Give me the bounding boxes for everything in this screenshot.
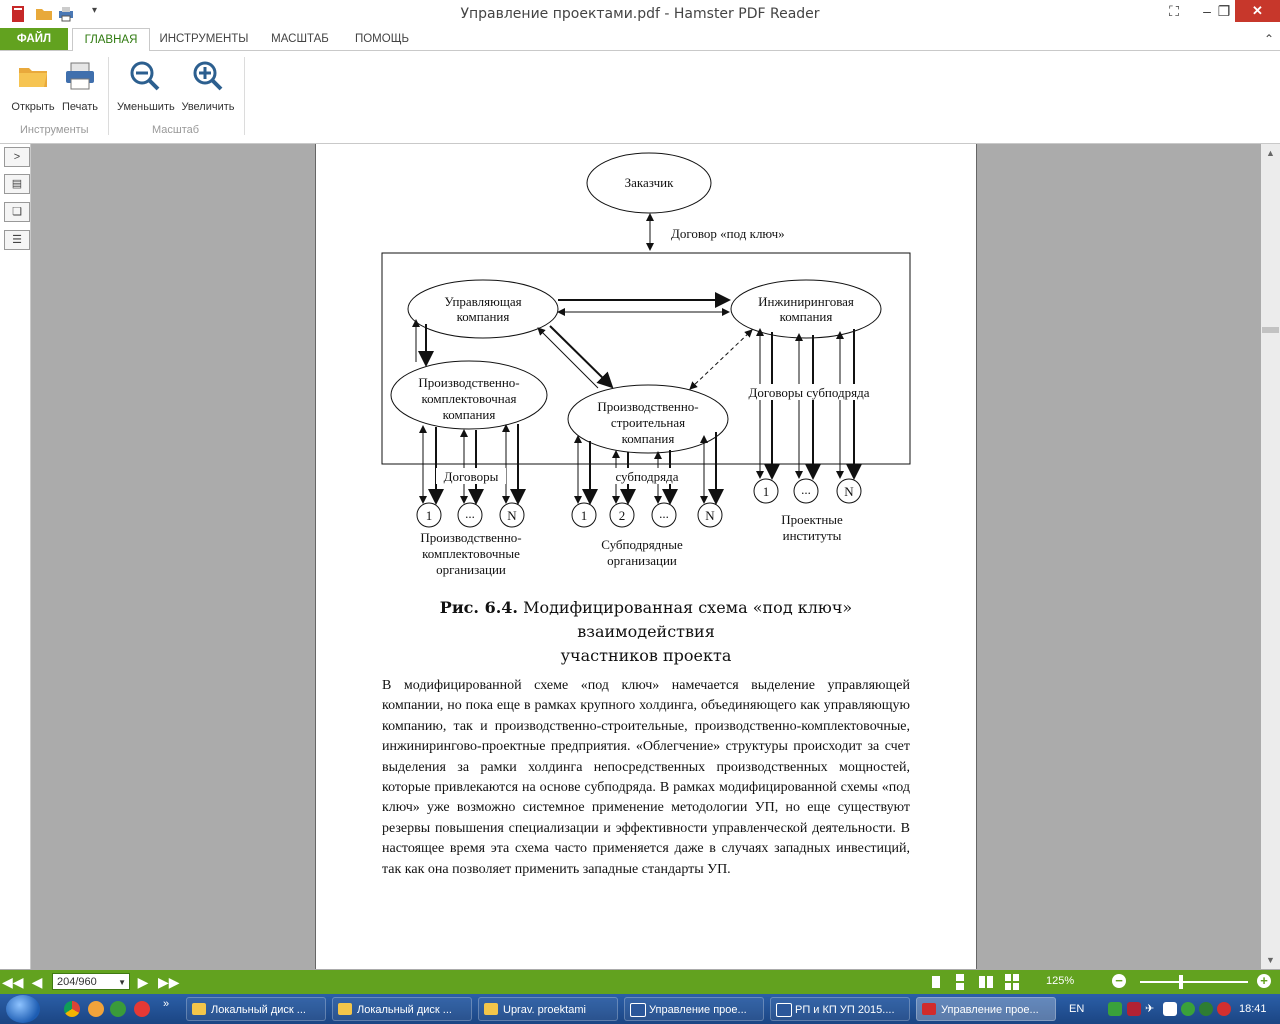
pb-node-dots-label: ...	[659, 506, 669, 521]
ps-node-1-label: 1	[425, 508, 433, 523]
ribbon	[0, 51, 1280, 144]
engineering-label-1: Инжиниринговая	[758, 294, 854, 309]
word-icon	[630, 1003, 646, 1017]
scroll-up-icon[interactable]: ▲	[1266, 148, 1275, 158]
zoom-out-icon	[128, 59, 162, 93]
zoom-in-label: Увеличить	[181, 101, 235, 113]
vertical-scrollbar[interactable]	[1261, 144, 1280, 969]
group2-label-2: организации	[607, 553, 677, 568]
page-number-input[interactable]	[52, 973, 130, 990]
subcontract-label: Договоры субподряда	[748, 385, 870, 400]
volume-icon[interactable]	[1163, 1002, 1177, 1016]
edge-prodbuild-managing	[538, 328, 598, 388]
restore-button[interactable]: ❐	[1217, 3, 1231, 19]
qat-customize-icon[interactable]: ▾	[92, 5, 98, 16]
language-indicator[interactable]: EN	[1069, 1003, 1085, 1015]
taskbar-item[interactable]	[478, 997, 618, 1021]
tab-tools[interactable]: ИНСТРУМЕНТЫ	[159, 33, 249, 45]
task-label: Локальный диск ...	[211, 1004, 306, 1016]
expand-panel-icon[interactable]: >	[4, 147, 30, 167]
tray-app-icon[interactable]	[1108, 1002, 1122, 1016]
zoom-in-button[interactable]	[180, 55, 236, 115]
prodsupply-label-3: компания	[442, 407, 496, 422]
zoom-minus-icon[interactable]: −	[1112, 974, 1126, 988]
zoom-slider-thumb[interactable]	[1179, 975, 1183, 989]
title-bar	[0, 0, 1280, 28]
customer-label: Заказчик	[624, 175, 674, 190]
tab-scale[interactable]: МАСШТАБ	[271, 33, 329, 45]
pdf-page	[315, 144, 977, 969]
app-icon[interactable]	[110, 1001, 126, 1017]
ribbon-collapse-icon[interactable]: ⌃	[1263, 32, 1274, 46]
tab-file[interactable]: ФАЙЛ	[0, 28, 68, 50]
zoom-level: 125%	[1046, 975, 1075, 987]
group-label-tools: Инструменты	[20, 124, 89, 136]
task-label: Uprav. proektami	[503, 1004, 586, 1016]
scroll-down-icon[interactable]: ▼	[1266, 955, 1275, 965]
two-page-view-icon[interactable]	[978, 973, 994, 991]
taskbar	[0, 994, 1280, 1024]
ps-node-dots-label: ...	[465, 506, 475, 521]
engineering-label-2: компания	[779, 309, 833, 324]
eng-node-1-label: 1	[762, 484, 770, 499]
word-icon	[776, 1003, 792, 1017]
print-button[interactable]	[52, 55, 108, 115]
pb-node-2-label: 2	[618, 508, 626, 523]
network-icon[interactable]: ✈	[1145, 1003, 1155, 1015]
taskbar-item[interactable]	[770, 997, 910, 1021]
group1-label-1: Производственно-	[420, 530, 522, 545]
fullscreen-icon[interactable]: ⛶	[1169, 3, 1179, 19]
group3-label-2: институты	[782, 528, 842, 543]
folder-icon	[16, 59, 50, 93]
managing-label-1: Управляющая	[444, 294, 522, 309]
task-label: Управление прое...	[649, 1004, 747, 1016]
prodbuild-label-3: компания	[621, 431, 675, 446]
single-page-view-icon[interactable]	[928, 973, 944, 991]
folder-icon	[338, 1003, 352, 1015]
turnkey-diagram	[316, 144, 976, 664]
chevron-down-icon[interactable]: ▼	[118, 978, 126, 987]
info-icon[interactable]	[1199, 1002, 1213, 1016]
pb-node-n-label: N	[705, 508, 715, 523]
pb-node-1-label: 1	[580, 508, 588, 523]
folder-icon	[484, 1003, 498, 1015]
body-paragraph: В модифицированной схеме «под ключ» намечается выделение управляющей компании, но пока еще в рамках крупного холдинга, объединяющего как управляющую компанию, так и производственно-строительные, производственно-комплектовочные, инжинирингово-проектные предприятия. «Облегчение» структуры происходит за счет выделения за рамки холдинга непосредственных производственных мощностей, которые привлекаются на основе субподряда. В рамках модифицированной схемы «под ключ» уже возможно системное применение методологии УП, но еще существуют резервы повышения специализации и эффективности управленческой деятельности. В настоящее время эта схема часто применяется даже в случаях западных инвестиций, так как она позволяет применить западные стандарты УП.	[382, 678, 910, 877]
print-label: Печать	[61, 101, 99, 113]
managing-label-2: компания	[456, 309, 510, 324]
left-sidebar	[0, 144, 31, 969]
taskbar-item-active[interactable]	[916, 997, 1056, 1021]
taskbar-item[interactable]	[624, 997, 764, 1021]
tab-help[interactable]: ПОМОЩЬ	[354, 33, 410, 45]
group3-label-1: Проектные	[781, 512, 843, 527]
zoom-in-icon	[191, 59, 225, 93]
page-indicator: 204/960	[57, 976, 97, 988]
power-icon[interactable]	[1217, 1002, 1231, 1016]
bookmarks-icon[interactable]: ☰	[4, 230, 30, 250]
taskbar-item[interactable]	[332, 997, 472, 1021]
thumbnails-icon[interactable]: ▤	[4, 174, 30, 194]
subcontract-short-label: субподряда	[615, 469, 679, 484]
printer-icon	[63, 59, 97, 93]
group-separator	[244, 57, 245, 135]
eng-node-dots-label: ...	[801, 482, 811, 497]
first-page-icon[interactable]: ◀◀	[2, 974, 24, 990]
mail-icon[interactable]	[88, 1001, 104, 1017]
prodbuild-label-2: строительная	[610, 415, 686, 430]
start-button[interactable]	[6, 995, 40, 1023]
pages-icon[interactable]: ❏	[4, 202, 30, 222]
task-label: Локальный диск ...	[357, 1004, 452, 1016]
group2-label-1: Субподрядные	[601, 537, 683, 552]
zoom-out-button[interactable]	[117, 55, 173, 115]
group-label-scale: Масштаб	[152, 124, 200, 136]
ps-node-n-label: N	[507, 508, 517, 523]
group1-label-2: комплектовочные	[422, 546, 520, 561]
group-separator	[108, 57, 109, 135]
zoom-out-label: Уменьшить	[117, 101, 175, 113]
last-page-icon[interactable]: ▶▶	[158, 974, 180, 990]
chrome-icon[interactable]	[64, 1001, 80, 1017]
next-page-icon[interactable]: ▶	[137, 974, 149, 990]
minimize-button[interactable]: –	[1203, 3, 1211, 19]
prodsupply-label-1: Производственно-	[418, 375, 520, 390]
prodsupply-label-2: комплектовочная	[421, 391, 517, 406]
more-apps-icon[interactable]: »	[163, 998, 170, 1010]
folder-icon	[192, 1003, 206, 1015]
caption-line-2: участников проекта	[560, 646, 732, 665]
zoom-plus-icon[interactable]: +	[1257, 974, 1271, 988]
contracts-label: Договоры	[443, 469, 499, 484]
check-icon[interactable]	[1181, 1002, 1195, 1016]
open-label: Открыть	[11, 101, 55, 113]
prodbuild-label-1: Производственно-	[597, 399, 699, 414]
zoom-slider[interactable]	[1140, 981, 1248, 983]
prev-page-icon[interactable]: ◀	[31, 974, 43, 990]
continuous-view-icon[interactable]	[952, 973, 968, 991]
two-page-continuous-icon[interactable]	[1004, 973, 1020, 991]
edge-managing-prodbuild	[550, 326, 612, 387]
turnkey-contract-label: Договор «под ключ»	[671, 226, 785, 241]
close-button[interactable]: ✕	[1235, 0, 1280, 22]
status-bar	[0, 970, 1280, 994]
scroll-thumb[interactable]	[1262, 327, 1279, 333]
figure-caption	[376, 596, 916, 668]
tab-home[interactable]: ГЛАВНАЯ	[72, 28, 150, 52]
taskbar-item[interactable]	[186, 997, 326, 1021]
flag-icon[interactable]	[1127, 1002, 1141, 1016]
window-title: Управление проектами.pdf - Hamster PDF Reader	[460, 6, 820, 22]
caption-line-1: Модифицированная схема «под ключ» взаимодействия	[523, 598, 853, 641]
task-label: РП и КП УП 2015....	[795, 1004, 895, 1016]
yandex-browser-icon[interactable]	[134, 1001, 150, 1017]
caption-prefix: Рис. 6.4.	[439, 598, 518, 617]
task-label: Управление прое...	[941, 1004, 1039, 1016]
group1-label-3: организации	[436, 562, 506, 577]
pdf-icon	[922, 1003, 936, 1015]
edge-engineering-prodbuild	[690, 330, 752, 389]
ribbon-tabs	[0, 28, 1280, 51]
clock: 18:41	[1239, 1003, 1267, 1015]
eng-node-n-label: N	[844, 484, 854, 499]
